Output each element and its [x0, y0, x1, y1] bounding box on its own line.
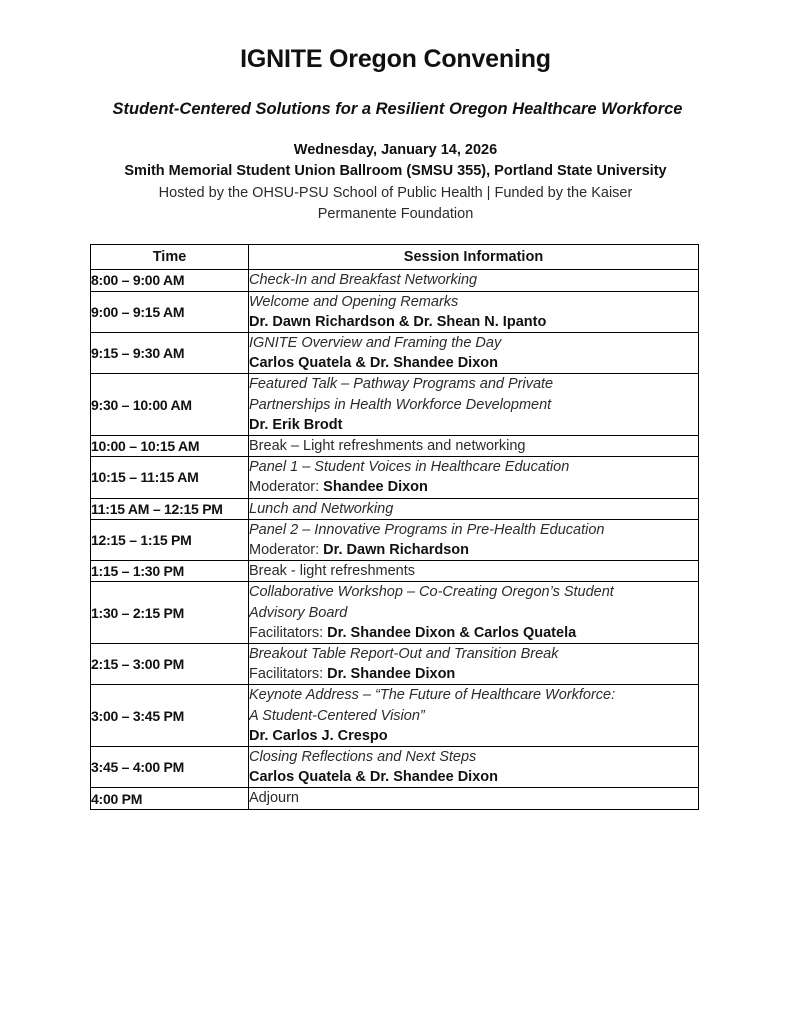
table-row: [91, 270, 699, 291]
table-row: [91, 643, 699, 684]
agenda-session-line: [249, 767, 698, 787]
column-header-session: Session Information: [249, 245, 699, 270]
column-header-time: Time: [91, 245, 249, 270]
agenda-presenter-name: Dr. Carlos J. Crespo: [249, 727, 388, 744]
agenda-presenter-name: Shandee Dixon: [323, 479, 428, 496]
table-row: [91, 332, 699, 373]
agenda-presenter-name: Dr. Shandee Dixon: [327, 666, 456, 683]
agenda-session-line: [249, 312, 698, 332]
agenda-time-cell: 4:00 PM: [91, 788, 249, 809]
agenda-session-line: Break - light refreshments: [249, 563, 416, 580]
agenda-session-line: [249, 664, 698, 684]
agenda-session-cell: [249, 747, 699, 788]
agenda-session-line: IGNITE Overview and Framing the Day: [249, 334, 502, 351]
agenda-time-cell: 8:00 – 9:00 AM: [91, 270, 249, 291]
agenda-session-line: [249, 623, 698, 643]
event-venue: Smith Memorial Student Union Ballroom (SMSU 355), Portland State University: [124, 163, 667, 180]
agenda-role-label: Moderator:: [249, 541, 324, 558]
agenda-session-line: Check-In and Breakfast Networking: [249, 272, 478, 289]
agenda-session-cell: [249, 685, 699, 747]
document-header: [0, 0, 791, 225]
agenda-session-line: Advisory Board: [249, 604, 348, 621]
agenda-session-line: [249, 353, 698, 373]
agenda-session-line: [249, 415, 698, 435]
event-date: Wednesday, January 14, 2026: [293, 142, 498, 159]
event-details: [96, 120, 695, 225]
agenda-presenter-name: Carlos Quatela & Dr. Shandee Dixon: [249, 355, 498, 372]
table-row: [91, 747, 699, 788]
page-title: IGNITE Oregon Convening: [240, 45, 551, 73]
agenda-role-label: Facilitators:: [249, 666, 328, 683]
agenda-session-line: [249, 477, 698, 497]
agenda-session-cell: [249, 643, 699, 684]
agenda-session-cell: [249, 561, 699, 582]
page-subtitle: Student-Centered Solutions for a Resilient Oregon Healthcare Workforce: [112, 100, 683, 118]
agenda-session-cell: [249, 519, 699, 560]
agenda-session-line: Panel 1 – Student Voices in Healthcare Education: [249, 459, 570, 476]
table-row: [91, 457, 699, 498]
table-row: [91, 582, 699, 644]
agenda-session-line: [249, 540, 698, 560]
table-row: [91, 788, 699, 809]
agenda-table: [90, 244, 699, 809]
table-header-row: [91, 245, 699, 270]
agenda-time-cell: 9:00 – 9:15 AM: [91, 291, 249, 332]
agenda-session-cell: [249, 435, 699, 456]
agenda-session-cell: [249, 788, 699, 809]
agenda-session-cell: [249, 457, 699, 498]
agenda-table-body: [91, 270, 699, 809]
agenda-presenter-name: Dr. Dawn Richardson: [323, 541, 469, 558]
agenda-session-line: Closing Reflections and Next Steps: [249, 749, 477, 765]
table-row: [91, 374, 699, 436]
agenda-time-cell: 12:15 – 1:15 PM: [91, 519, 249, 560]
agenda-time-cell: 10:15 – 11:15 AM: [91, 457, 249, 498]
agenda-session-cell: [249, 270, 699, 291]
agenda-session-line: Break – Light refreshments and networking: [249, 437, 526, 454]
agenda-session-cell: [249, 291, 699, 332]
table-row: [91, 291, 699, 332]
agenda-session-line: Panel 2 – Innovative Programs in Pre-Health Education: [249, 521, 605, 538]
agenda-presenter-name: Dr. Dawn Richardson & Dr. Shean N. Ipanto: [249, 313, 547, 330]
table-row: [91, 685, 699, 747]
agenda-session-cell: [249, 374, 699, 436]
agenda-session-line: Partnerships in Health Workforce Development: [249, 396, 552, 413]
agenda-session-line: Collaborative Workshop – Co-Creating Oregon’s Student: [249, 584, 614, 601]
table-row: [91, 561, 699, 582]
agenda-session-cell: [249, 582, 699, 644]
table-row: [91, 435, 699, 456]
agenda-session-line: Featured Talk – Pathway Programs and Private: [249, 376, 554, 393]
agenda-role-label: Moderator:: [249, 479, 324, 496]
agenda-session-line: [249, 726, 698, 746]
event-hosted-by: Hosted by the OHSU-PSU School of Public Health | Funded by the Kaiser Permanente Foundation: [158, 185, 633, 223]
agenda-time-cell: 2:15 – 3:00 PM: [91, 643, 249, 684]
agenda-session-line: Breakout Table Report-Out and Transition Break: [249, 645, 559, 662]
agenda-session-cell: [249, 332, 699, 373]
agenda-presenter-name: Carlos Quatela & Dr. Shandee Dixon: [249, 769, 498, 786]
agenda-presenter-name: Dr. Shandee Dixon & Carlos Quatela: [327, 624, 577, 641]
agenda-table-container: [0, 225, 791, 809]
agenda-session-line: Keynote Address – “The Future of Healthcare Workforce:: [249, 687, 616, 704]
table-row: [91, 519, 699, 560]
agenda-time-cell: 1:30 – 2:15 PM: [91, 582, 249, 644]
agenda-session-line: Welcome and Opening Remarks: [249, 293, 459, 310]
agenda-time-cell: 9:30 – 10:00 AM: [91, 374, 249, 436]
agenda-session-line: Adjourn: [249, 790, 299, 807]
agenda-time-cell: 3:00 – 3:45 PM: [91, 685, 249, 747]
agenda-time-cell: 3:45 – 4:00 PM: [91, 747, 249, 788]
agenda-time-cell: 1:15 – 1:30 PM: [91, 561, 249, 582]
agenda-table-head: [91, 245, 699, 270]
agenda-session-line: Lunch and Networking: [249, 500, 394, 517]
agenda-time-cell: 10:00 – 10:15 AM: [91, 435, 249, 456]
agenda-time-cell: 11:15 AM – 12:15 PM: [91, 498, 249, 519]
table-row: [91, 498, 699, 519]
agenda-time-cell: 9:15 – 9:30 AM: [91, 332, 249, 373]
agenda-session-line: A Student-Centered Vision”: [249, 707, 425, 724]
agenda-presenter-name: Dr. Erik Brodt: [249, 416, 343, 433]
agenda-session-cell: [249, 498, 699, 519]
agenda-role-label: Facilitators:: [249, 624, 328, 641]
